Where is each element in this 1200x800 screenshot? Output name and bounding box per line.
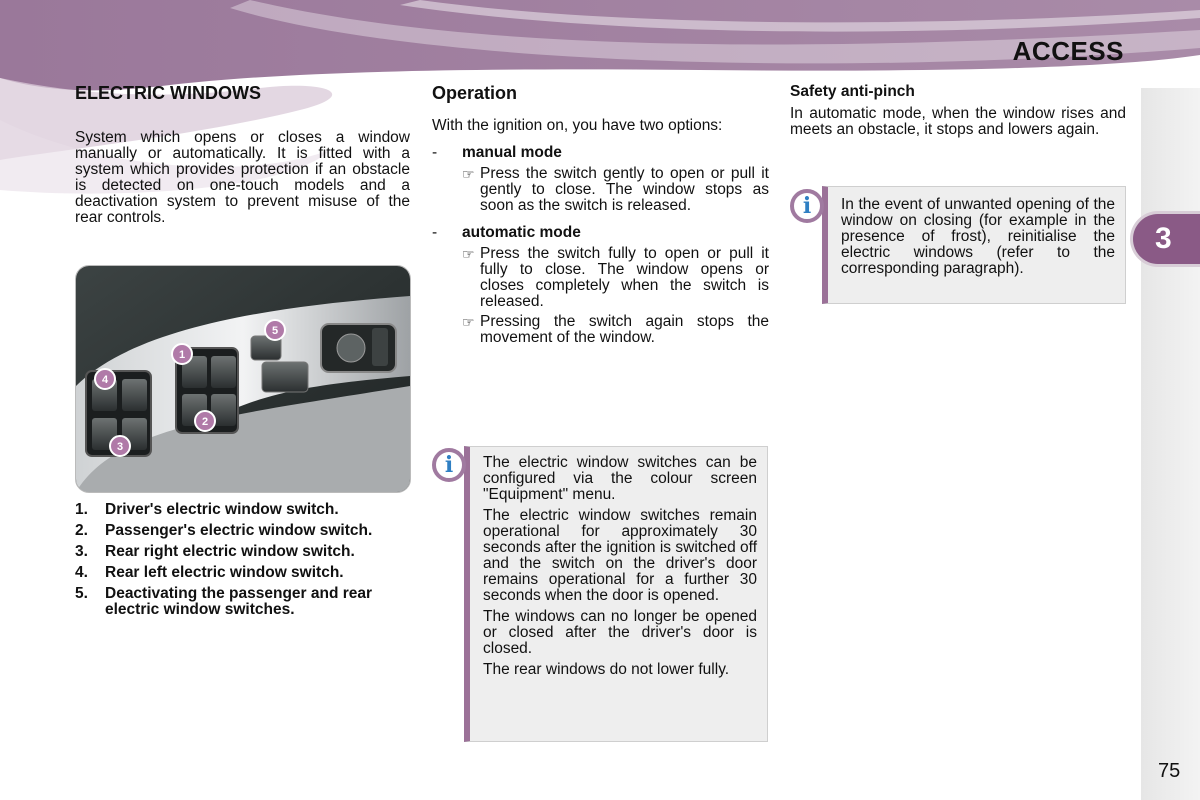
pointing-hand-icon: ☞ [462,166,475,182]
safety-anti-pinch-heading: Safety anti-pinch [790,83,915,100]
operation-intro: With the ignition on, you have two options: [432,117,723,134]
automatic-mode-step-text: Pressing the switch again stops the movement of the window. [480,313,769,346]
automatic-mode-step [462,314,769,346]
callout-4: 4 [101,374,109,386]
pointing-hand-icon: ☞ [462,314,475,330]
electric-windows-intro: System which opens or closes a window manually or automatically. It is fitted with a system which provides protection if an obstacle is detected on one-touch models and a deactivation system to prevent misuse of the rear controls. [75,129,410,226]
callout-5: 5 [271,325,279,337]
automatic-mode-step-text: Press the switch fully to open or pull it fully to close. The window opens or closes completely when the switch is released. [480,245,769,310]
legend-item-text: Deactivating the passenger and rear electric window switches. [105,585,373,618]
legend-item-text: Rear right electric window switch. [105,543,355,560]
mode-manual [432,144,769,162]
door-switch-panel-photo [75,265,411,493]
mode-label-manual: manual mode [462,144,562,161]
side-margin-strip [1141,88,1200,800]
legend-item [75,586,410,618]
legend-item [75,523,410,539]
mode-dash: - [432,224,438,241]
info-paragraph: The electric window switches remain operational for approximately 30 seconds after the ignition is switched off and the switch on the driver's door remains operational for a further 30 seconds when the door is opened. [483,507,757,604]
mode-dash: - [432,144,438,161]
legend-item-number: 1. [75,501,88,518]
chapter-tab [1133,214,1200,264]
manual-mode-step [462,166,769,214]
legend-item-number: 5. [75,585,88,602]
switch-legend-list [75,502,410,623]
column-electric-windows [75,82,410,226]
switch-panel-illustration [76,266,410,492]
info-box-configuration [464,446,768,742]
column-operation [432,82,769,346]
manual-mode-step-text: Press the switch gently to open or pull it gently to close. The window stops as soon as the switch is released. [480,165,769,214]
callout-3: 3 [116,441,124,453]
column-safety-anti-pinch [790,82,1126,138]
mode-label-automatic: automatic mode [462,224,581,241]
mode-automatic [432,224,769,242]
pointing-hand-icon: ☞ [462,246,475,262]
legend-item [75,502,410,518]
automatic-mode-step [462,246,769,310]
info-icon: i [790,189,824,223]
info-paragraph: In the event of unwanted opening of the window on closing (for example in the presence of frost), reinitialise the electric windows (refer to the corresponding paragraph). [841,196,1115,277]
legend-item [75,565,410,581]
info-paragraph: The electric window switches can be configured via the colour screen "Equipment" menu. [483,454,757,503]
legend-item-number: 2. [75,522,88,539]
legend-item-number: 4. [75,564,88,581]
page-number: 75 [1158,760,1181,782]
legend-item [75,544,410,560]
operation-heading: Operation [432,83,518,103]
legend-item-text: Rear left electric window switch. [105,564,344,581]
legend-item-number: 3. [75,543,88,560]
electric-windows-heading: ELECTRIC WINDOWS [75,83,261,103]
callout-2: 2 [201,416,209,428]
safety-anti-pinch-text: In automatic mode, when the window rises and meets an obstacle, it stops and lowers again. [790,105,1126,138]
info-paragraph: The rear windows do not lower fully. [483,661,730,678]
callout-1: 1 [178,349,186,361]
legend-item-text: Driver's electric window switch. [105,501,339,518]
info-paragraph: The windows can no longer be opened or closed after the driver's door is closed. [483,608,757,657]
chapter-number: 3 [1155,222,1172,255]
section-title: ACCESS [1012,36,1124,66]
legend-item-text: Passenger's electric window switch. [105,522,373,539]
info-box-reinitialise [822,186,1126,304]
info-icon: i [432,448,466,482]
